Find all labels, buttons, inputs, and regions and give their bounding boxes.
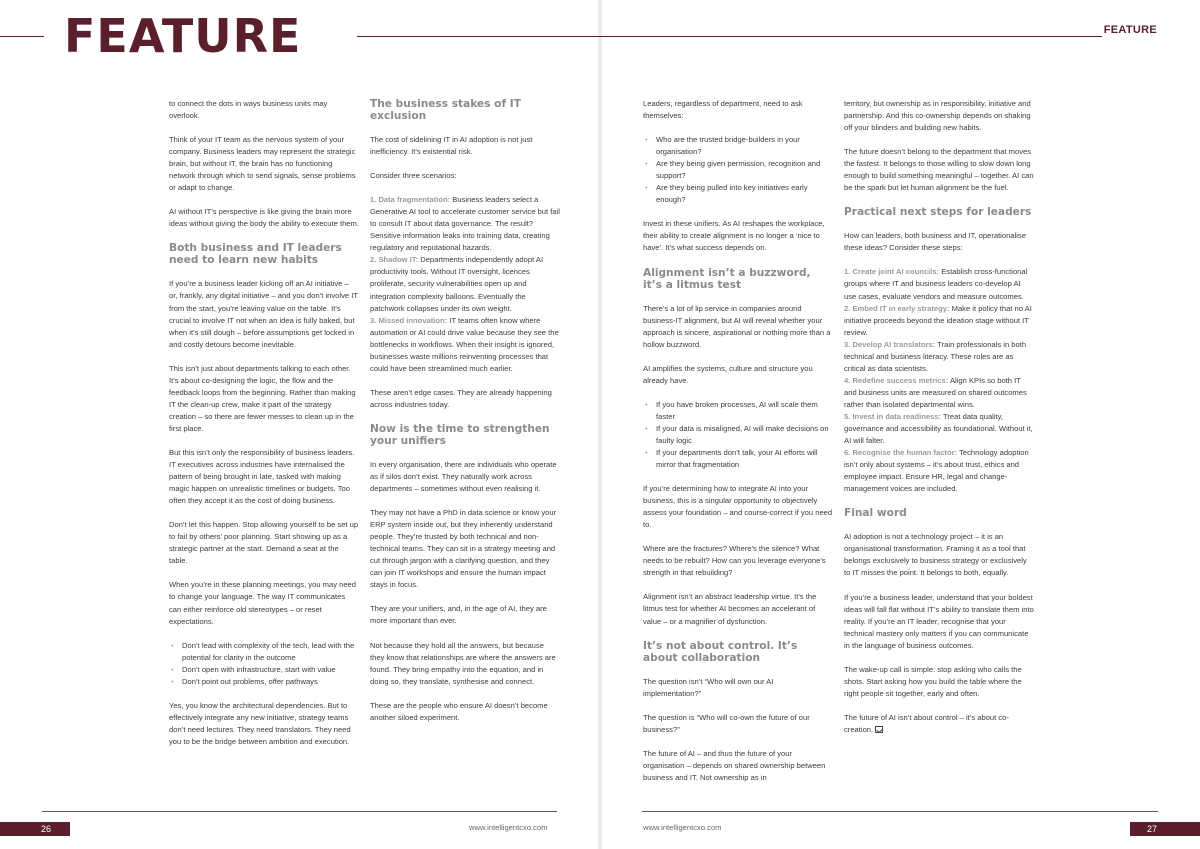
list-item: • If you have broken processes, AI will scale them faster: [643, 399, 833, 423]
column-2: [370, 98, 560, 736]
numbered-text: Treat data quality, governance and accessibility as foundational. Without it, AI will falter.: [844, 411, 1033, 446]
bullet-list: [643, 399, 833, 471]
paragraph: to connect the dots in ways business units may overlook.: [169, 99, 328, 121]
numbered-text: Business leaders select a Generative AI tool to accelerate customer service but fail to consult IT about data governance. The result? Sensitive information leaks into training data, creating regulatory and reputational hazards.: [370, 195, 560, 253]
section-heading: Both business and IT leaders need to learn new habits: [169, 242, 342, 267]
paragraph: Not because they hold all the answers, but because they know that relationships are where the answers are found. They bring empathy into the equation, and in doing so, they translate, synthesise and connect.: [370, 640, 556, 686]
paragraph: Invest in these unifiers. As AI reshapes the workplace, their ability to create alignment is no longer a ‘nice to have’. It’s what success depends on.: [643, 219, 825, 253]
numbered-text: IT teams often know where automation or AI could drive value because they see the bottlenecks in workflows. When their insight is ignored, businesses waste millions reinventing processes that could have been streamlined much earlier.: [370, 315, 559, 373]
numbered-label: 1. Data fragmentation:: [370, 195, 451, 205]
numbered-text: Align KPIs so both IT and business units are measured on shared outcomes rather than isolated departmental wins.: [844, 375, 1027, 409]
list-item: • Don’t lead with complexity of the tech, lead with the potential for clarity in the outcome: [169, 640, 359, 664]
list-item: • Don’t open with infrastructure, start with value: [169, 664, 359, 676]
paragraph: Consider three scenarios:: [370, 171, 457, 181]
numbered-item: [844, 411, 1035, 447]
numbered-text: Departments independently adopt AI productivity tools. Without IT oversight, licences proliferate, security vulnerabilities open up and integration complexity balloons. Eventually the patchwork collapses under its own weight.: [370, 255, 544, 313]
paragraph: AI amplifies the systems, culture and structure you already have.: [643, 363, 813, 385]
numbered-item: [844, 339, 1035, 375]
numbered-text: Technology adoption isn’t only about systems – it’s about trust, ethics and employee impact. Ensure HR, legal and change-management voices are included.: [844, 448, 1029, 494]
numbered-text: Train professionals in both technical and business literacy. These roles are as critical as data scientists.: [844, 339, 1027, 373]
paragraph: They are your unifiers, and, in the age of AI, they are more important than ever.: [370, 604, 547, 626]
footer-url-left: www.intelligentcxo.com: [469, 823, 548, 832]
numbered-item: [844, 266, 1035, 302]
paragraph: These aren’t edge cases. They are already happening across industries today.: [370, 387, 552, 409]
paragraph: If you’re a business leader kicking off an AI initiative – or, frankly, any digital initiative – and you don’t involve IT from the start, you’re leaving value on the table. It’s crucial to involve IT not when an idea is fully baked, but when it’s still dough – before assumptions get locked in and costly detours become inevitable.: [169, 279, 358, 349]
numbered-label: 2. Embed IT in early strategy:: [844, 303, 950, 313]
end-mark-icon: [875, 726, 883, 733]
list-item: • If your data is misaligned, AI will make decisions on faulty logic: [643, 423, 833, 447]
numbered-label: 6. Recognise the human factor:: [844, 448, 958, 458]
numbered-text: Establish cross-functional groups where IT and business leaders co-develop AI use cases, evaluate vendors and measure outcomes.: [844, 267, 1028, 301]
paragraph: The future of AI – and thus the future of your organisation – depends on shared ownership between business and IT. Not ownership as in: [643, 748, 826, 782]
feature-heading: FEATURE: [64, 9, 302, 63]
paragraph: Where are the fractures? Where’s the silence? What needs to be rebuilt? How can you leverage everyone’s strength in that rebuilding?: [643, 544, 826, 578]
numbered-item: [844, 447, 1035, 495]
paragraph: There’s a lot of lip service in companies around business-IT alignment, but AI will reveal whether your approach is sincere, aspirational or nothing more than a hollow buzzword.: [643, 303, 831, 349]
bullet-list: [643, 134, 833, 206]
paragraph: AI adoption is not a technology project – it is an organisational transformation. Framing it as a tool that belongs exclusively to business strategy or exclusively to IT misses the point. It belongs to both, equally.: [844, 532, 1027, 578]
paragraph: When you’re in these planning meetings, you may need to change your language. The way IT communicates can either reinforce old stereotypes – or reset expectations.: [169, 580, 357, 626]
section-heading: It’s not about control. It’s about collaboration: [643, 639, 798, 664]
feature-label: FEATURE: [1103, 24, 1157, 36]
list-item: • If your departments don’t talk, your AI efforts will mirror that fragmentation: [643, 447, 833, 471]
numbered-text: Make it policy that no AI initiative proceeds beyond the ideation stage without IT review.: [844, 303, 1032, 337]
closing-text: The future of AI isn’t about control – it’s about co-creation.: [844, 712, 1009, 734]
paragraph: Yes, you know the architectural dependencies. But to effectively integrate any new initiative, strategy teams don’t need lectures. They need translators. They need you to be the bridge between ambition and execution.: [169, 700, 351, 746]
section-heading: The business stakes of IT exclusion: [370, 98, 521, 122]
list-item: • Are they being given permission, recognition and support?: [643, 158, 833, 182]
numbered-item: [844, 303, 1035, 339]
numbered-label: 3. Missed innovation:: [370, 315, 448, 325]
page-number-left: 26: [0, 822, 70, 836]
list-item: • Who are the trusted bridge-builders in your organisation?: [643, 134, 833, 158]
paragraph: The question isn’t “Who will own our AI implementation?”: [643, 676, 774, 698]
list-item: • Are they being pulled into key initiatives early enough?: [643, 182, 833, 206]
numbered-label: 1. Create joint AI councils:: [844, 267, 940, 277]
bullet-list: [169, 640, 359, 688]
paragraph: These are the people who ensure AI doesn’t become another siloed experiment.: [370, 700, 548, 722]
section-heading: Practical next steps for leaders: [844, 206, 1032, 219]
section-heading: Alignment isn’t a buzzword, it’s a litmus test: [643, 266, 811, 291]
column-3: [643, 98, 833, 796]
numbered-label: 2. Shadow IT:: [370, 255, 419, 265]
section-heading: Now is the time to strengthen your unifiers: [370, 422, 550, 447]
paragraph: [844, 712, 1035, 736]
paragraph: territory, but ownership as in responsibility, initiative and partnership. And this co-ownership depends on shaking off your blinders and building new habits.: [844, 99, 1031, 133]
numbered-label: 4. Redefine success metrics:: [844, 375, 949, 385]
paragraph: If you’re a business leader, understand that your boldest ideas will fall flat without IT’s ability to translate them into reality. If you’re an IT leader, recognise that your technical mastery only matters if you can communicate in the language of business outcomes.: [844, 592, 1034, 650]
header-rule-left-short: [0, 36, 44, 37]
column-4: [844, 98, 1035, 748]
header-rule-right: [600, 36, 1102, 37]
numbered-label: 3. Develop AI translators:: [844, 339, 936, 349]
paragraph: The wake-up call is simple: stop asking who calls the shots. Start asking how you build the table where the right people sit together, early and often.: [844, 664, 1022, 698]
paragraph: But this isn’t only the responsibility of business leaders. IT executives across industries have internalised the pattern of being brought in late, tasked with making magic happen on unrealistic timelines or budgets. Too often they accept it as the cost of doing business.: [169, 447, 355, 506]
paragraph: This isn’t just about departments talking to each other. It’s about co-designing the logic, the flow and the feedback loops from the beginning. Rather than making IT the clean-up crew, make it part of the strategy creation – so there are fewer messes to clean up in the first place.: [169, 363, 356, 433]
paragraph: Don’t let this happen. Stop allowing yourself to be set up to fail by others’ poor planning. Start showing up as a strategic partner at the start. Demand a seat at the table.: [169, 520, 359, 566]
paragraph: The cost of sidelining IT in AI adoption is not just inefficiency. It’s existential risk.: [370, 135, 533, 157]
header-rule-left-long: [357, 36, 600, 37]
paragraph: The question is “Who will co-own the future of our business?”: [643, 712, 810, 734]
paragraph: The future doesn’t belong to the department that moves the fastest. It belongs to those willing to slow down long enough to build something meaningful – together. AI can be the spark but let human alignment be the fuel.: [844, 147, 1034, 193]
numbered-item: [370, 254, 560, 314]
paragraph: How can leaders, both business and IT, operationalise these ideas? Consider these steps:: [844, 231, 1026, 253]
footer-url-right: www.intelligentcxo.com: [643, 823, 722, 832]
paragraph: Think of your IT team as the nervous system of your company. Business leaders may represent the strategic brain, but without IT, the brain has no functioning network through which to send signals, sense problems or adapt to change.: [169, 135, 356, 193]
page-spine: [597, 0, 603, 849]
paragraph: In every organisation, there are individuals who operate as if silos don’t exist. They naturally work across departments – sometimes without even realising it.: [370, 459, 557, 494]
list-item: • Don’t point out problems, offer pathways: [169, 676, 359, 688]
page-number-right: 27: [1130, 822, 1200, 836]
paragraph: Leaders, regardless of department, need to ask themselves:: [643, 99, 803, 121]
numbered-item: [370, 315, 560, 375]
paragraph: If you’re determining how to integrate AI into your business, this is a singular opportunity to objectively assess your foundation – and course-correct if you need to.: [643, 484, 833, 530]
numbered-item: [370, 194, 560, 254]
numbered-item: [844, 375, 1035, 411]
paragraph: Alignment isn’t an abstract leadership virtue. It’s the litmus test for whether AI becomes an accelerant of value – or a magnifier of dysfunction.: [643, 592, 817, 626]
paragraph: AI without IT’s perspective is like giving the brain more ideas without giving the body the ability to execute them.: [169, 207, 359, 229]
section-heading: Final word: [844, 507, 907, 520]
footer-rule-right: [642, 811, 1158, 812]
footer-rule-left: [42, 811, 557, 812]
paragraph: They may not have a PhD in data science or know your ERP system inside out, but they inherently understand people. They’re trusted by both technical and non-technical teams. They can sit in a strategy meeting and cut through jargon with a clarifying question, and they can join IT workshops and ensure the human impact stays in focus.: [370, 508, 557, 590]
column-1: [169, 98, 359, 760]
numbered-label: 5. Invest in data readiness:: [844, 411, 942, 421]
